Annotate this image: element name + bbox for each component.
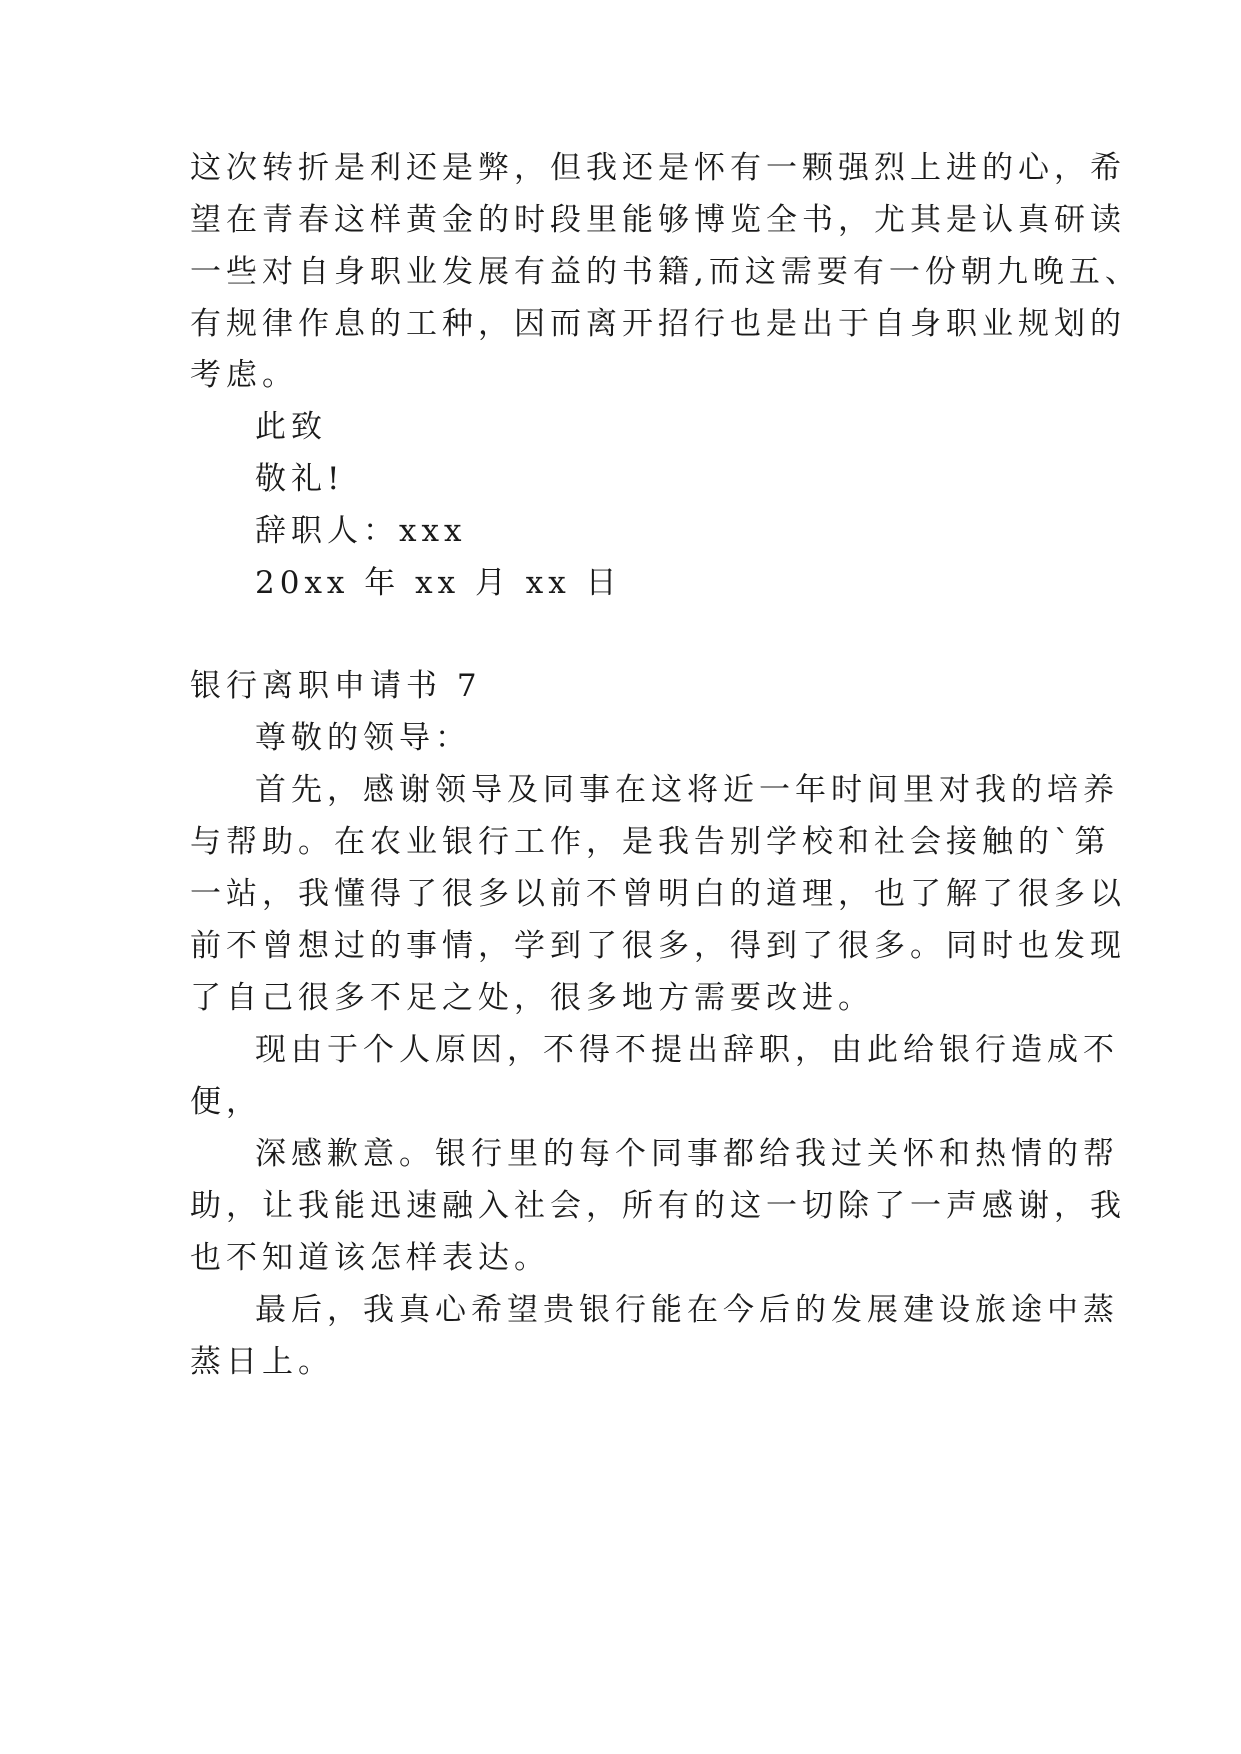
body-line: 与帮助。在农业银行工作，是我告别学校和社会接触的`第: [190, 824, 1111, 860]
body-line: 最后，我真心希望贵银行能在今后的发展建设旅途中蒸: [255, 1292, 1119, 1328]
salutation: 敬礼!: [255, 461, 345, 497]
letter-title: 银行离职申请书 7: [190, 668, 482, 704]
signer-line: 辞职人：xxx: [255, 513, 467, 549]
body-line: 首先，感谢领导及同事在这将近一年时间里对我的培养: [255, 772, 1119, 808]
body-line: 便，: [190, 1084, 262, 1120]
body-line: 助，让我能迅速融入社会，所有的这一切除了一声感谢，我: [190, 1188, 1126, 1224]
body-line: 现由于个人原因，不得不提出辞职，由此给银行造成不: [255, 1032, 1119, 1068]
body-line: 蒸日上。: [190, 1344, 334, 1380]
greeting-line: 尊敬的领导：: [255, 720, 471, 756]
body-line: 一站，我懂得了很多以前不曾明白的道理，也了解了很多以: [190, 876, 1126, 912]
body-line: 这次转折是利还是弊，但我还是怀有一颗强烈上进的心，希: [190, 150, 1126, 186]
body-line: 有规律作息的工种，因而离开招行也是出于自身职业规划的: [190, 306, 1126, 342]
closing-phrase: 此致: [255, 409, 327, 445]
body-line: 深感歉意。银行里的每个同事都给我过关怀和热情的帮: [255, 1136, 1119, 1172]
body-line: 望在青春这样黄金的时段里能够博览全书，尤其是认真研读: [190, 202, 1126, 238]
date-line: 20xx 年 xx 月 xx 日: [255, 565, 622, 601]
body-line: 一些对自身职业发展有益的书籍,而这需要有一份朝九晚五、: [190, 254, 1141, 290]
body-line: 前不曾想过的事情，学到了很多，得到了很多。同时也发现: [190, 928, 1126, 964]
body-line: 了自己很多不足之处，很多地方需要改进。: [190, 980, 874, 1016]
body-line: 也不知道该怎样表达。: [190, 1240, 550, 1276]
body-line: 考虑。: [190, 357, 298, 393]
